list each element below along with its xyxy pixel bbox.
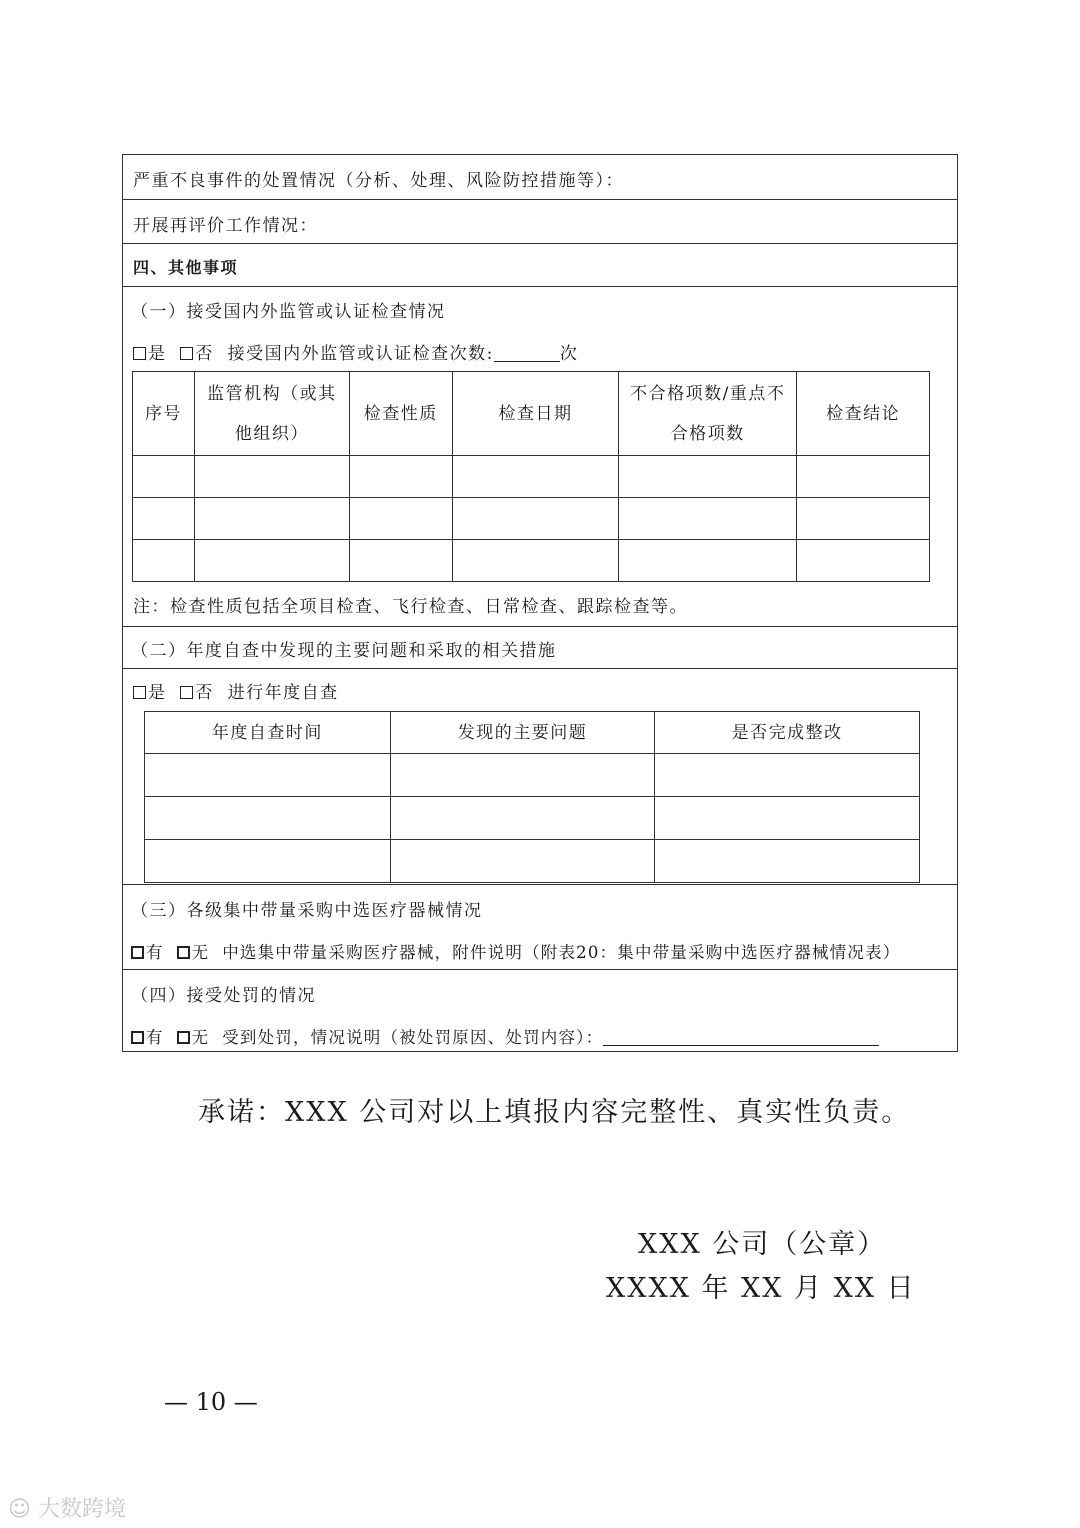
inspection-yes-checkbox[interactable]: [133, 347, 146, 360]
self-check-yes-checkbox[interactable]: [133, 686, 146, 699]
adverse-event-label: 严重不良事件的处置情况（分析、处理、风险防控措施等）：: [133, 171, 624, 191]
header-date: 检查日期: [452, 372, 619, 456]
self-check-section: [123, 669, 957, 885]
section4-heading: 四、其他事项: [133, 258, 239, 277]
procurement-options: [131, 943, 900, 963]
penalty-section: [123, 970, 957, 1053]
company-seal: XXX 公司（公章）: [638, 1229, 887, 1260]
section4-row: [123, 244, 957, 287]
self-check-title: （二）年度自查中发现的主要问题和采取的相关措施: [131, 641, 557, 661]
inspection-title: （一）接受国内外监管或认证检查情况: [131, 302, 446, 322]
self-check-title-row: [123, 627, 957, 669]
penalty-yes-checkbox[interactable]: [131, 1031, 144, 1044]
inspection-note: 注：检查性质包括全项目检查、飞行检查、日常检查、跟踪检查等。: [133, 597, 688, 617]
header-rectified: 是否完成整改: [655, 712, 920, 754]
report-form: [122, 154, 958, 1052]
procurement-text: 中选集中带量采购医疗器械，附件说明（附表20：集中带量采购中选医疗器械情况表）: [222, 943, 901, 962]
inspection-table-header: [133, 372, 930, 456]
table-row: [145, 840, 920, 883]
procurement-section: [123, 885, 957, 970]
penalty-yes-label: 有: [146, 1028, 164, 1047]
procurement-yes-label: 有: [146, 943, 164, 962]
self-check-table: [144, 711, 920, 883]
penalty-detail-field[interactable]: [603, 1029, 879, 1046]
table-row: [145, 797, 920, 840]
header-seq: 序号: [133, 372, 195, 456]
pledge-statement: 承诺：XXX 公司对以上填报内容完整性、真实性负责。: [198, 1097, 911, 1128]
reevaluation-label: 开展再评价工作情况：: [133, 216, 318, 236]
page-number: — 10 —: [164, 1388, 258, 1416]
self-check-yes-label: 是: [148, 683, 167, 703]
signature-date: XXXX 年 XX 月 XX 日: [606, 1273, 916, 1304]
table-row: [145, 754, 920, 797]
reevaluation-row: [123, 200, 957, 244]
adverse-event-row: [123, 155, 957, 200]
inspection-count-label: 接受国内外监管或认证检查次数:: [227, 344, 494, 364]
watermark: ☺ 大数跨境: [8, 1497, 126, 1522]
penalty-no-checkbox[interactable]: [177, 1031, 190, 1044]
table-row: [133, 498, 930, 540]
header-nonconform: 不合格项数/重点不合格项数: [619, 372, 797, 456]
procurement-title: （三）各级集中带量采购中选医疗器械情况: [131, 901, 483, 921]
header-conclusion: 检查结论: [797, 372, 930, 456]
table-row: [133, 540, 930, 582]
inspection-no-checkbox[interactable]: [180, 347, 193, 360]
self-check-no-label: 否: [195, 683, 214, 703]
inspection-yes-label: 是: [148, 344, 167, 364]
procurement-no-label: 无: [191, 943, 210, 962]
inspection-count-unit: 次: [559, 344, 579, 364]
inspection-section: [123, 287, 957, 627]
header-problems: 发现的主要问题: [390, 712, 655, 754]
self-check-table-header: [145, 712, 920, 754]
penalty-options: [131, 1028, 879, 1048]
self-check-no-checkbox[interactable]: [180, 686, 193, 699]
self-check-options: [133, 683, 339, 703]
inspection-table: [132, 371, 930, 582]
inspection-options: [133, 344, 578, 364]
header-time: 年度自查时间: [145, 712, 391, 754]
self-check-label: 进行年度自查: [227, 683, 339, 703]
table-row: [133, 456, 930, 498]
penalty-text: 受到处罚，情况说明（被处罚原因、处罚内容）：: [222, 1028, 604, 1047]
procurement-no-checkbox[interactable]: [177, 946, 190, 959]
header-agency: 监管机构（或其他组织）: [194, 372, 349, 456]
header-nature: 检查性质: [349, 372, 452, 456]
inspection-count-field[interactable]: [494, 345, 560, 362]
procurement-yes-checkbox[interactable]: [131, 946, 144, 959]
penalty-title: （四）接受处罚的情况: [131, 986, 316, 1006]
penalty-no-label: 无: [191, 1028, 210, 1047]
watermark-logo-icon: ☺: [8, 1497, 31, 1522]
inspection-no-label: 否: [195, 344, 214, 364]
